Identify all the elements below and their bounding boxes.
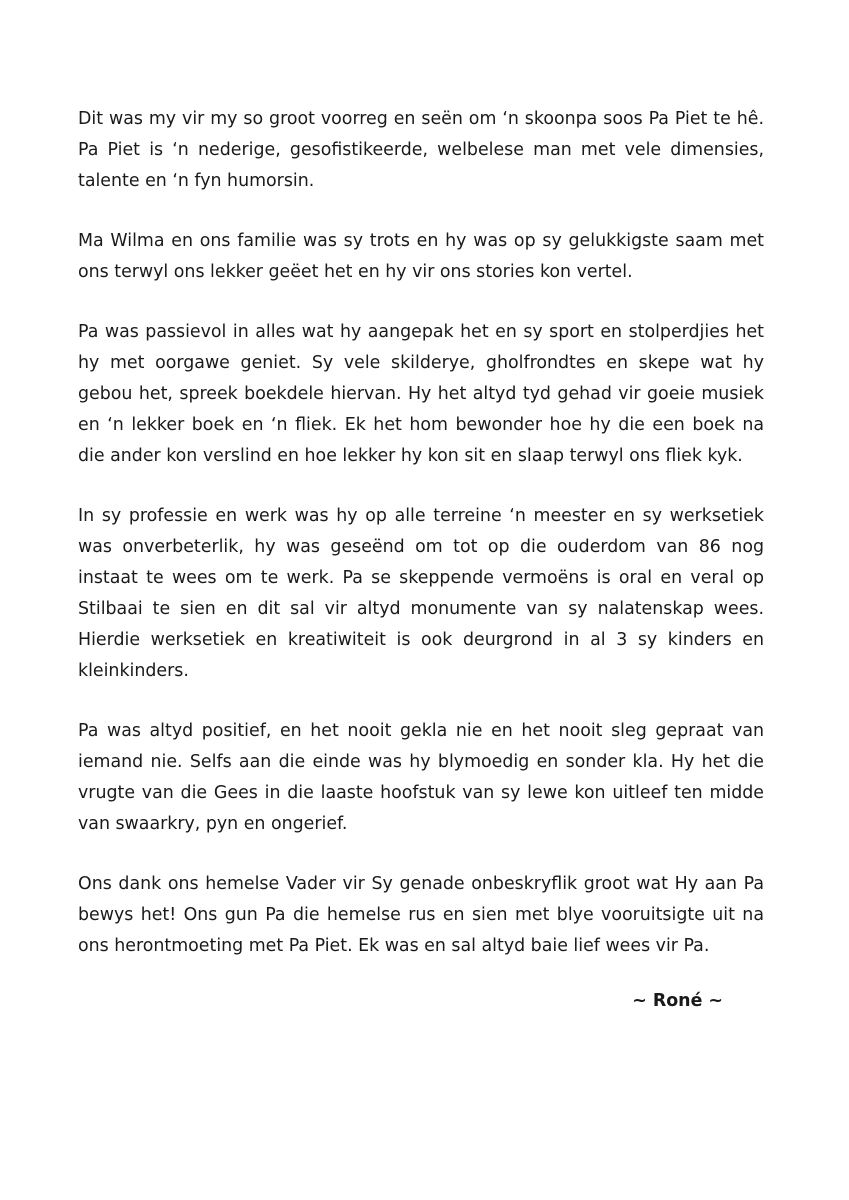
paragraph-1: Dit was my vir my so groot voorreg en seën om ‘n skoonpa soos Pa Piet te hê. Pa Piet is ‘n nederige, gesofistikeerde, welbelese man met vele dimensies, talente en ‘n fyn humorsin. — [78, 109, 764, 191]
paragraph-3: Pa was passievol in alles wat hy aangepak het en sy sport en stolperdjies het hy met oorgawe geniet. Sy vele skilderye, gholfrondtes en skepe wat hy gebou het, spreek boekdele hiervan. Hy het altyd tyd gehad vir goeie musiek en ‘n lekker boek en ‘n fliek. Ek het hom bewonder hoe hy die een boek na die ander kon verslind en hoe lekker hy kon sit en slaap terwyl ons fliek kyk. — [78, 322, 764, 466]
paragraph-5: Pa was altyd positief, en het nooit gekla nie en het nooit sleg gepraat van iemand nie. Selfs aan die einde was hy blymoedig en sonder kla. Hy het die vrugte van die Gees in die laaste hoofstuk van sy lewe kon uitleef ten midde van swaarkry, pyn en ongerief. — [78, 721, 764, 834]
document-body — [78, 104, 764, 991]
paragraph-2: Ma Wilma en ons familie was sy trots en hy was op sy gelukkigste saam met ons terwyl ons lekker geëet het en hy vir ons stories kon vertel. — [78, 231, 764, 282]
signature: ~ Roné ~ — [632, 991, 723, 1011]
paragraph-6: Ons dank ons hemelse Vader vir Sy genade onbeskryflik groot wat Hy aan Pa bewys het! Ons gun Pa die hemelse rus en sien met blye vooruitsigte uit na ons herontmoeting met Pa Piet. Ek was en sal altyd baie lief wees vir Pa. — [78, 874, 764, 956]
paragraph-4: In sy professie en werk was hy op alle terreine ‘n meester en sy werksetiek was onverbeterlik, hy was geseënd om tot op die ouderdom van 86 nog instaat te wees om te werk. Pa se skeppende vermoëns is oral en veral op Stilbaai te sien en dit sal vir altyd monumente van sy nalatenskap wees. Hierdie werksetiek en kreatiwiteit is ook deurgrond in al 3 sy kinders en kleinkinders. — [78, 506, 764, 681]
